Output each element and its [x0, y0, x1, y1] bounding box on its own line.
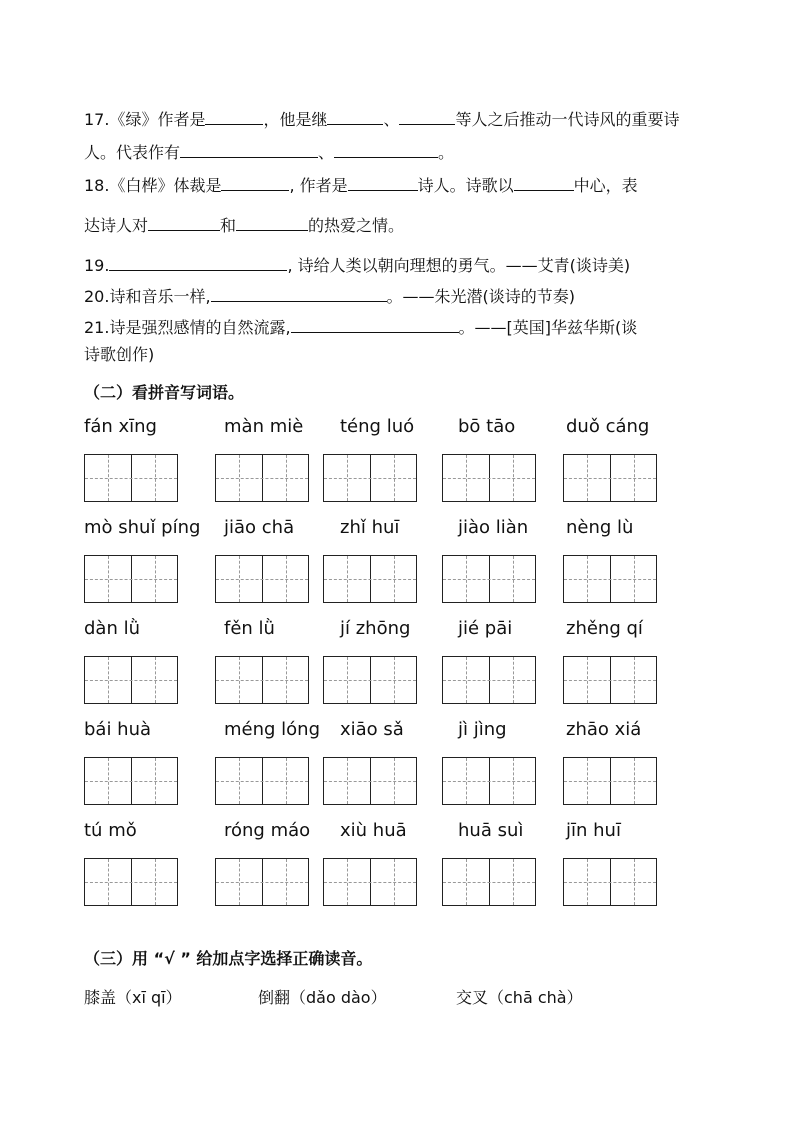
q17-text-1: 17.《绿》作者是 — [84, 110, 206, 129]
writing-grid[interactable] — [84, 858, 178, 906]
q17-line1 — [84, 108, 680, 131]
writing-grid[interactable] — [215, 656, 309, 704]
q20-text-1: 20.诗和音乐一样, — [84, 287, 211, 306]
writing-grid[interactable] — [84, 454, 178, 502]
section3-heading: （三）用 “√ ” 给加点字选择正确读音。 — [84, 949, 373, 968]
blank[interactable] — [221, 174, 289, 191]
q19-text-1: 19. — [84, 256, 110, 275]
pinyin-label: fěn lǜ — [224, 618, 275, 639]
q17-text-6: 、 — [318, 143, 335, 162]
reading-item[interactable]: 膝盖（xī qī） — [84, 988, 182, 1007]
pinyin-label: nèng lù — [566, 517, 634, 538]
pinyin-label: jié pāi — [458, 618, 513, 639]
pinyin-label: tú mǒ — [84, 820, 137, 841]
writing-grid[interactable] — [563, 858, 657, 906]
writing-grid[interactable] — [215, 454, 309, 502]
q19-text-2: , 诗给人类以朝向理想的勇气。——艾青(谈诗美) — [287, 256, 631, 275]
q17-text-4: 等人之后推动一代诗风的重要诗 — [455, 110, 680, 129]
pinyin-label: jiāo chā — [224, 517, 295, 538]
writing-grid[interactable] — [323, 555, 417, 603]
pinyin-label: jiào liàn — [458, 517, 529, 538]
pinyin-label: bái huà — [84, 719, 152, 740]
writing-grid[interactable] — [323, 454, 417, 502]
q17-text-5: 人。代表作有 — [84, 143, 181, 162]
q18-text-5: 达诗人对 — [84, 216, 149, 235]
blank[interactable] — [399, 108, 455, 125]
pinyin-label: jīn huī — [566, 820, 621, 841]
q21-text-3: 诗歌创作) — [84, 345, 155, 364]
writing-grid[interactable] — [442, 656, 536, 704]
writing-grid[interactable] — [563, 757, 657, 805]
pinyin-label: méng lóng — [224, 719, 321, 740]
q18-text-6: 和 — [220, 216, 237, 235]
section2-heading: （二）看拼音写词语。 — [84, 383, 245, 402]
blank[interactable] — [180, 141, 318, 158]
writing-grid[interactable] — [215, 858, 309, 906]
blank[interactable] — [291, 316, 459, 333]
q21-text-2: 。——[英国]华兹华斯(谈 — [458, 318, 638, 337]
writing-grid[interactable] — [442, 555, 536, 603]
q20-line — [84, 285, 575, 308]
q20-text-2: 。——朱光潜(谈诗的节奏) — [386, 287, 576, 306]
q18-text-2: , 作者是 — [289, 176, 348, 195]
q18-line2 — [84, 214, 404, 237]
blank[interactable] — [334, 141, 438, 158]
blank[interactable] — [327, 108, 383, 125]
writing-grid[interactable] — [84, 656, 178, 704]
blank[interactable] — [236, 214, 308, 231]
pinyin-label: huā suì — [458, 820, 524, 841]
writing-grid[interactable] — [215, 555, 309, 603]
pinyin-label: xiāo sǎ — [340, 719, 404, 740]
q18-text-7: 的热爱之情。 — [308, 216, 405, 235]
q19-line — [84, 254, 630, 277]
blank[interactable] — [514, 174, 574, 191]
writing-grid[interactable] — [215, 757, 309, 805]
writing-grid[interactable] — [442, 454, 536, 502]
blank[interactable] — [205, 108, 263, 125]
pinyin-label: zhāo xiá — [566, 719, 642, 740]
writing-grid[interactable] — [563, 555, 657, 603]
pinyin-label: zhǐ huī — [340, 517, 400, 538]
writing-grid[interactable] — [563, 656, 657, 704]
q21-line1 — [84, 316, 637, 339]
pinyin-label: mò shuǐ píng — [84, 517, 201, 538]
writing-grid[interactable] — [563, 454, 657, 502]
blank[interactable] — [211, 285, 387, 302]
reading-item[interactable]: 交叉（chā chà） — [456, 988, 583, 1007]
q21-text-1: 21.诗是强烈感情的自然流露, — [84, 318, 291, 337]
q18-text-1: 18.《白桦》体裁是 — [84, 176, 222, 195]
pinyin-label: dàn lǜ — [84, 618, 140, 639]
q21-line2 — [84, 344, 154, 366]
blank[interactable] — [348, 174, 418, 191]
pinyin-label: jì jìng — [458, 719, 507, 740]
blank[interactable] — [148, 214, 220, 231]
q17-text-2: ，他是继 — [263, 110, 328, 129]
q18-text-3: 诗人。诗歌以 — [417, 176, 514, 195]
writing-grid[interactable] — [323, 858, 417, 906]
pinyin-label: róng máo — [224, 820, 311, 841]
writing-grid[interactable] — [442, 858, 536, 906]
pinyin-label: fán xīng — [84, 416, 157, 437]
writing-grid[interactable] — [84, 757, 178, 805]
pinyin-label: bō tāo — [458, 416, 516, 437]
pinyin-label: jí zhōng — [340, 618, 411, 639]
writing-grid[interactable] — [323, 656, 417, 704]
pinyin-label: zhěng qí — [566, 618, 643, 639]
pinyin-label: duǒ cáng — [566, 416, 650, 437]
q18-line1 — [84, 174, 638, 197]
q18-text-4: 中心，表 — [573, 176, 638, 195]
writing-grid[interactable] — [442, 757, 536, 805]
q17-text-7: 。 — [438, 143, 455, 162]
reading-item[interactable]: 倒翻（dǎo dào） — [258, 988, 387, 1007]
q17-line2 — [84, 141, 454, 164]
q17-text-3: 、 — [383, 110, 400, 129]
pinyin-label: téng luó — [340, 416, 415, 437]
writing-grid[interactable] — [323, 757, 417, 805]
blank[interactable] — [109, 254, 287, 271]
writing-grid[interactable] — [84, 555, 178, 603]
pinyin-label: xiù huā — [340, 820, 407, 841]
pinyin-label: màn miè — [224, 416, 304, 437]
